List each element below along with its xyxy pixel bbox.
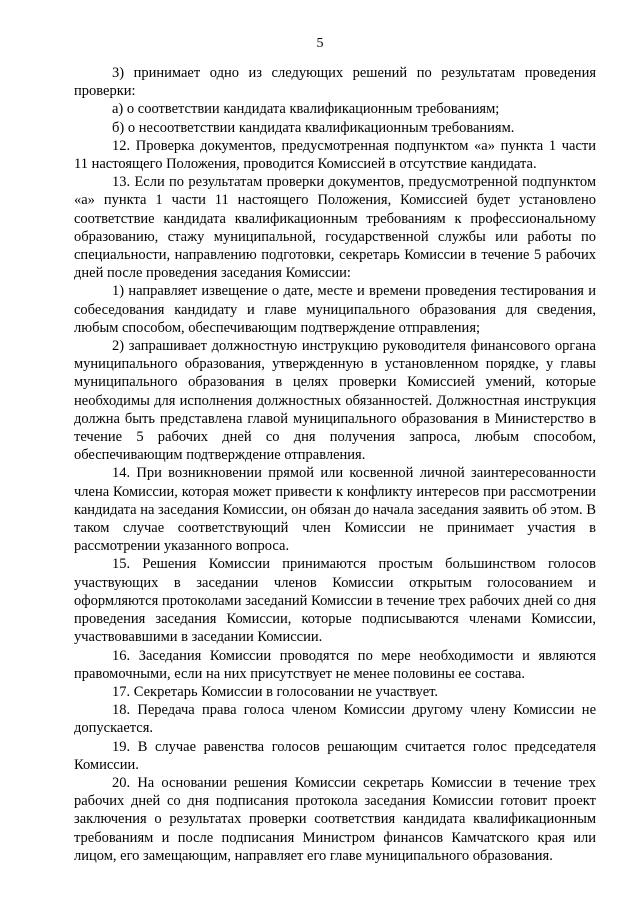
paragraph-18: 18. Передача права голоса членом Комиссии другому члену Комиссии не допускается.: [74, 702, 596, 737]
paragraph-13-1: 1) направляет извещение о дате, месте и времени проведения тестирования и собеседования кандидату и главе муниципального образования для сведения, любым способом, обеспечивающим подтверждение отправления;: [74, 283, 596, 336]
paragraph-3-decision: 3) принимает одно из следующих решений по результатам проведения проверки:: [74, 65, 596, 100]
paragraph-14: 14. При возникновении прямой или косвенной личной заинтересованности члена Комиссии, которая может привести к конфликту интересов при рассмотрении кандидата на заседания Комиссии, он обязан до начала заседания заявить об этом. В таком случае соответствующий член Комиссии не принимает участия в рассмотрении указанного вопроса.: [74, 465, 596, 555]
paragraph-15: 15. Решения Комиссии принимаются простым большинством голосов участвующих в заседании членов Комиссии открытым голосованием и оформляются протоколами заседаний Комиссии в течение трех рабочих дней со дня проведения заседания Комиссии, которые подписываются членами Комиссии, участвовавшими в заседании Комиссии.: [74, 556, 596, 646]
paragraph-3b: б) о несоответствии кандидата квалификационным требованиям.: [112, 119, 515, 136]
paragraph-13: 13. Если по результатам проверки документов, предусмотренной подпунктом «а» пункта 1 части 11 настоящего Положения, Комиссией будет установлено соответствие кандидата квалификационным требованиям к профессиональному образованию, стажу муниципальной, государственной службы или работы по специальности, направлению подготовки, секретарь Комиссии в течение 5 рабочих дней после проведения заседания Комиссии:: [74, 174, 596, 282]
paragraph-12: 12. Проверка документов, предусмотренная подпунктом «а» пункта 1 части 11 настоящего Положения, проводится Комиссией в отсутствие кандидата.: [74, 137, 596, 173]
paragraph-19: 19. В случае равенства голосов решающим считается голос председателя Комиссии.: [74, 738, 596, 773]
paragraph-17: 17. Секретарь Комиссии в голосовании не участвует.: [112, 683, 439, 700]
paragraph-13-2: 2) запрашивает должностную инструкцию руководителя финансового органа муниципального образования, утвержденную в установленном порядке, у главы муниципального образования в целях проверки Комиссией умений, которые необходимы для исполнения должностных обязанностей. Должностная инструкция должна быть представлена главой муниципального образования в Министерство в течение 5 рабочих дней со дня получения запроса, любым способом, обеспечивающим подтверждение отправления.: [74, 338, 596, 464]
page-number: 5: [316, 36, 324, 51]
document-body: [74, 64, 596, 865]
paragraph-16: 16. Заседания Комиссии проводятся по мере необходимости и являются правомочными, если на них присутствует не менее половины ее состава.: [74, 647, 596, 682]
paragraph-3a: а) о соответствии кандидата квалификационным требованиям;: [112, 101, 500, 118]
paragraph-20: 20. На основании решения Комиссии секретарь Комиссии в течение трех рабочих дней со дня подписания протокола заседания Комиссии готовит проект заключения о результатах проверки соответствия кандидата квалификационным требованиям и после подписания Министром финансов Камчатского края или лицом, его замещающим, направляет его главе муниципального образования.: [74, 774, 596, 864]
